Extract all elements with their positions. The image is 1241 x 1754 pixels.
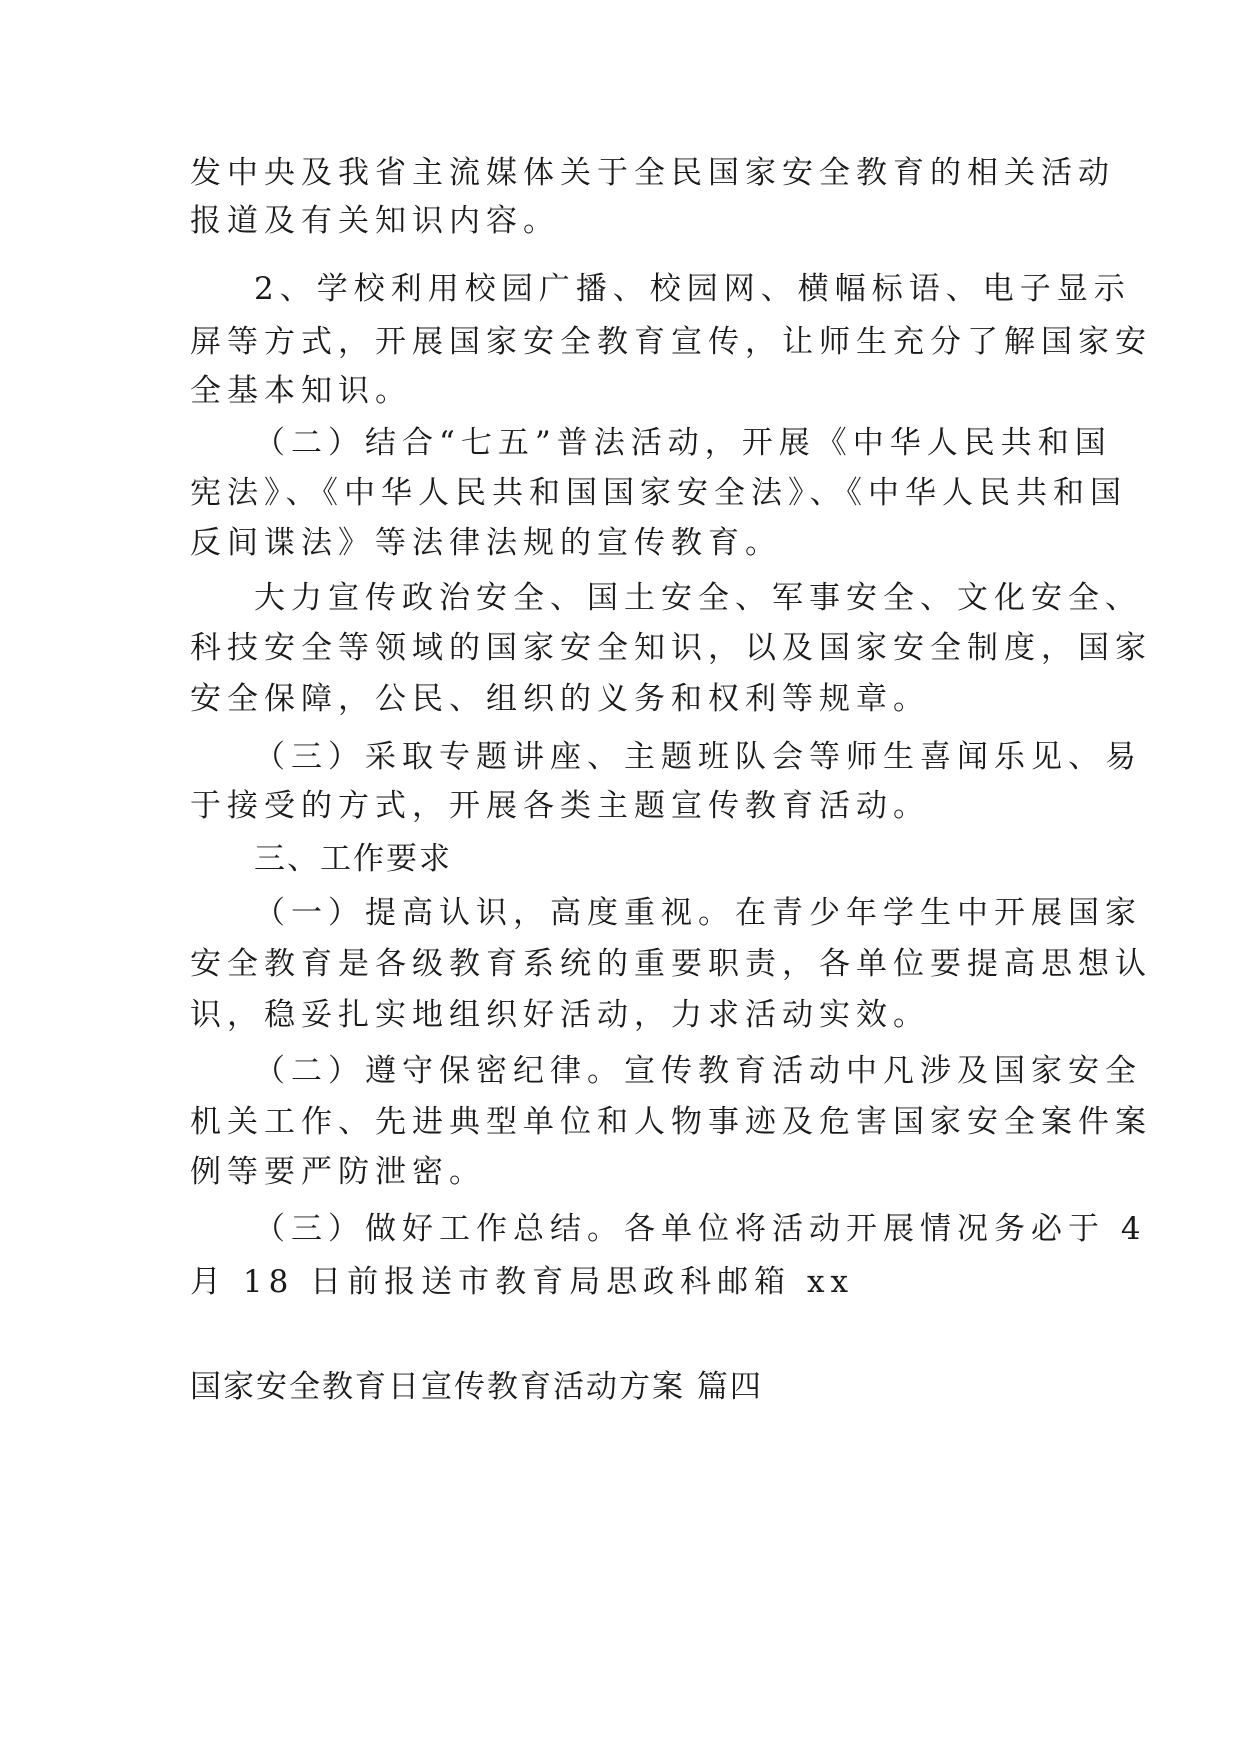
text-line: 识，稳妥扎实地组织好活动，力求活动实效。 xyxy=(190,997,930,1033)
text-line: 屏等方式，开展国家安全教育宣传，让师生充分了解国家安 xyxy=(190,324,1152,360)
text-line: 科技安全等领域的国家安全知识，以及国家安全制度，国家 xyxy=(190,630,1152,666)
text-line: 宪法》、《中华人民共和国国家安全法》、《中华人民共和国 xyxy=(190,475,1127,511)
text-line: 2、学校利用校园广播、校园网、横幅标语、电子显示 xyxy=(254,271,1131,307)
text-line: （三）采取专题讲座、主题班队会等师生喜闻乐见、易 xyxy=(254,739,1142,775)
text-line: 反间谍法》等法律法规的宣传教育。 xyxy=(190,525,782,561)
text-line: 安全教育是各级教育系统的重要职责，各单位要提高思想认 xyxy=(190,946,1152,982)
text-line: 发中央及我省主流媒体关于全民国家安全教育的相关活动 xyxy=(190,155,1115,191)
article-title: 国家安全教育日宣传教育活动方案 篇四 xyxy=(190,1369,763,1405)
text-line: （一）提高认识，高度重视。在青少年学生中开展国家 xyxy=(254,895,1142,931)
text-line: 机关工作、先进典型单位和人物事迹及危害国家安全案件案 xyxy=(190,1104,1152,1140)
section-heading: 三、工作要求 xyxy=(254,841,452,877)
text-line: （二）结合“七五”普法活动，开展《中华人民共和国 xyxy=(254,425,1112,461)
text-line: 大力宣传政治安全、国土安全、军事安全、文化安全、 xyxy=(254,580,1142,616)
text-line: （二）遵守保密纪律。宣传教育活动中凡涉及国家安全 xyxy=(254,1053,1142,1089)
text-line: 例等要严防泄密。 xyxy=(190,1154,486,1190)
text-line: 于接受的方式，开展各类主题宣传教育活动。 xyxy=(190,788,930,824)
text-line: 报道及有关知识内容。 xyxy=(190,203,560,239)
text-line: 月 18 日前报送市教育局思政科邮箱 xx xyxy=(190,1264,854,1300)
text-line: （三）做好工作总结。各单位将活动开展情况务必于 4 xyxy=(254,1211,1147,1247)
text-line: 安全保障，公民、组织的义务和权利等规章。 xyxy=(190,681,930,717)
text-line: 全基本知识。 xyxy=(190,373,412,409)
